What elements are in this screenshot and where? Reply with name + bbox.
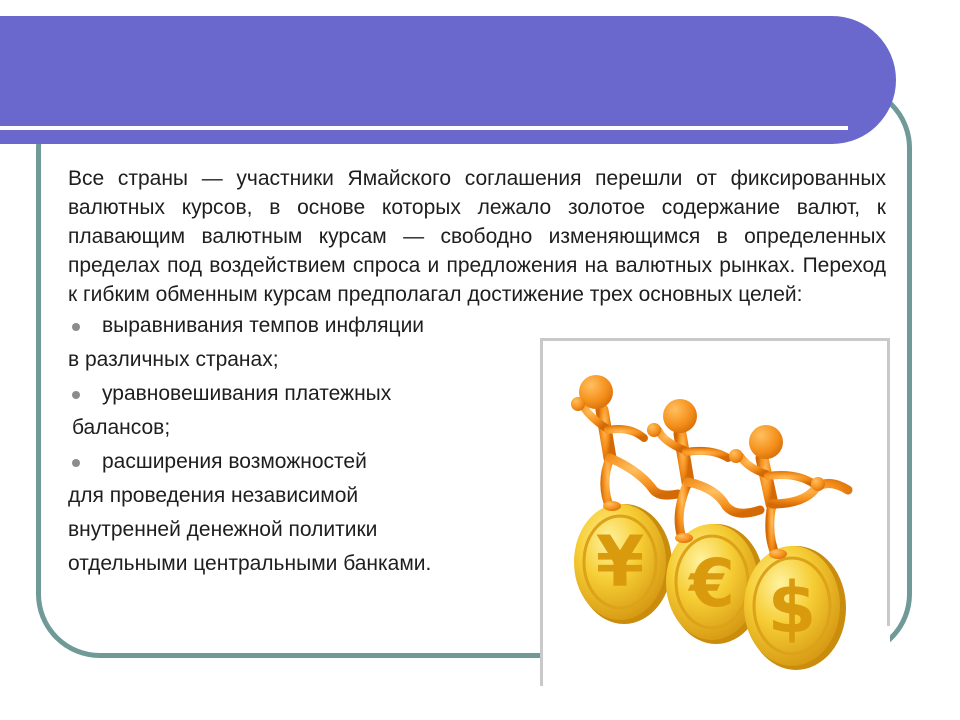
goal-text: расширения возможностей [102,450,367,473]
goal-text: уравновешивания платежных [102,382,392,405]
yen-symbol: ¥ [595,521,645,603]
runner-figure [658,430,760,538]
title-underline [0,126,848,130]
goal-continuation: для проведения независимой [68,484,359,507]
coin-yen [574,504,672,624]
goal-continuation: балансов; [72,416,171,439]
bullet-icon [72,459,80,467]
goal-continuation: отдельными центральными банками. [68,552,432,575]
dollar-symbol: $ [767,567,817,649]
picture-border [887,338,890,626]
goal-continuation: внутренней денежной политики [68,518,378,541]
bullet-icon [72,323,80,331]
euro-symbol: € [689,545,735,622]
picture-border [540,338,543,686]
coin-dollar [744,546,846,670]
goal-text: выравнивания темпов инфляции [102,314,425,337]
goal-continuation: в различных странах; [68,348,279,371]
runner-head [663,399,697,433]
currency-race-illustration [540,338,890,686]
picture-border [540,338,890,341]
title-bar [0,16,896,144]
runner-figure [740,456,848,556]
bullet-icon [72,391,80,399]
runner-head [749,425,783,459]
intro-paragraph: Все страны — участники Ямайского соглашения перешли от фиксированных валютных курсов, в основе которых лежало золотое содержание валют, к плавающим валютным курсам — свободно изменяющимся в определенных пределах под воздействием спроса и предложения на валютных рынках. Переход к гибким обменным курсам предполагал достижение трех основных целей: [68,167,886,306]
